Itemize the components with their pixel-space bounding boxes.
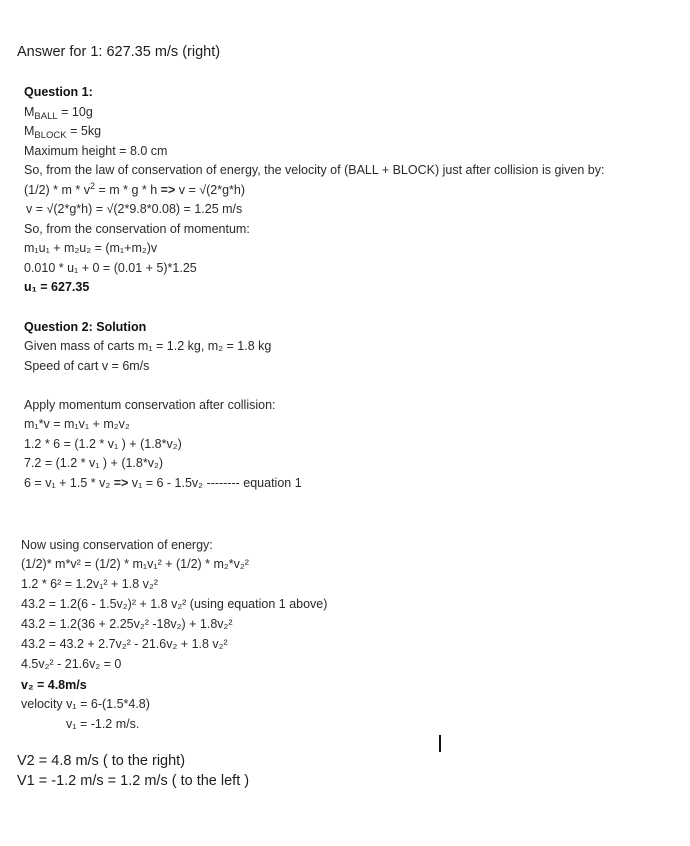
text-cursor [439, 735, 441, 752]
energy-equation-line: $(1/2) * m * v^2 = m * g * h => v = √(2*g*h)$ [24, 181, 246, 197]
eq1-arrow: => [160, 183, 176, 197]
momentum-equation-line: m₁u₁ + m₂u₂ = (m₁+m₂)v [24, 241, 158, 255]
energy-eq-4: 43.2 = 1.2(36 + 2.25v₂² -18v₂) + 1.8v₂² [21, 617, 233, 631]
question-1-result: u₁ = 627.35 [24, 280, 90, 294]
final-v1-line: V1 = -1.2 m/s = 1.2 m/s ( to the left ) [17, 773, 250, 789]
velocity-v1-line: velocity v₁ = 6-(1.5*4.8) [21, 697, 150, 711]
energy-eq-2: 1.2 * 6² = 1.2v₁² + 1.8 v₂² [21, 577, 158, 591]
m-block-value: = 5kg [66, 124, 102, 138]
max-height-line: Maximum height = 8.0 cm [24, 144, 168, 158]
cart-speed-line: Speed of cart v = 6m/s [24, 359, 150, 373]
eq4-arrow: => [113, 476, 132, 490]
m-ball-line: $M_{BALL} = 10g$ [24, 105, 93, 122]
eq4-left: 6 = v₁ + 1.5 * v₂ [24, 476, 114, 490]
eq1-left: (1/2) * m * v [24, 183, 90, 197]
eq1-right: v = √(2*g*h) [175, 183, 246, 197]
momentum-eq-2: 1.2 * 6 = (1.2 * v₁ ) + (1.8*v₂) [24, 437, 182, 451]
question-2-heading: Question 2: Solution [24, 320, 147, 334]
momentum-eq-1: m₁*v = m₁v₁ + m₂v₂ [24, 417, 130, 431]
momentum-substitution-line: 0.010 * u₁ + 0 = (0.01 + 5)*1.25 [24, 261, 197, 275]
energy-eq-1: (1/2)* m*v² = (1/2) * m₁v₁² + (1/2) * m₂*v₂² [21, 557, 249, 571]
energy-eq-5: 43.2 = 43.2 + 2.7v₂² - 21.6v₂ + 1.8 v₂² [21, 637, 228, 651]
energy-eq-3: 43.2 = 1.2(6 - 1.5v₂)² + 1.8 v₂² (using equation 1 above) [21, 597, 328, 611]
velocity-calc-line: v = √(2*g*h) = √(2*9.8*0.08) = 1.25 m/s [26, 202, 243, 216]
momentum-eq-3: 7.2 = (1.2 * v₁ ) + (1.8*v₂) [24, 456, 163, 470]
final-v2-line: V2 = 4.8 m/s ( to the right) [17, 753, 186, 769]
momentum-intro-line: So, from the conservation of momentum: [24, 222, 250, 236]
v2-result: v₂ = 4.8m/s [21, 678, 87, 692]
velocity-v1-result: v₁ = -1.2 m/s. [66, 717, 140, 731]
answer-1-line: Answer for 1: 627.35 m/s (right) [17, 44, 221, 60]
m-block-line: $M_{BLOCK} = 5kg$ [24, 124, 102, 141]
m-ball-value: = 10g [57, 105, 93, 119]
eq4-right: v₁ = 6 - 1.5v₂ -------- equation 1 [131, 476, 302, 490]
energy-intro-line: So, from the law of conservation of energy, the velocity of (BALL + BLOCK) just after collision is given by: [24, 163, 605, 177]
momentum-eq-4 [24, 476, 302, 490]
energy-conservation-line: Now using conservation of energy: [21, 538, 213, 552]
apply-momentum-line: Apply momentum conservation after collision: [24, 398, 276, 412]
question-1-heading: Question 1: [24, 85, 93, 99]
eq1-mid: = m * g * h [95, 183, 161, 197]
energy-eq-6: 4.5v₂² - 21.6v₂ = 0 [21, 657, 122, 671]
given-masses-line: Given mass of carts m₁ = 1.2 kg, m₂ = 1.8 kg [24, 339, 272, 353]
